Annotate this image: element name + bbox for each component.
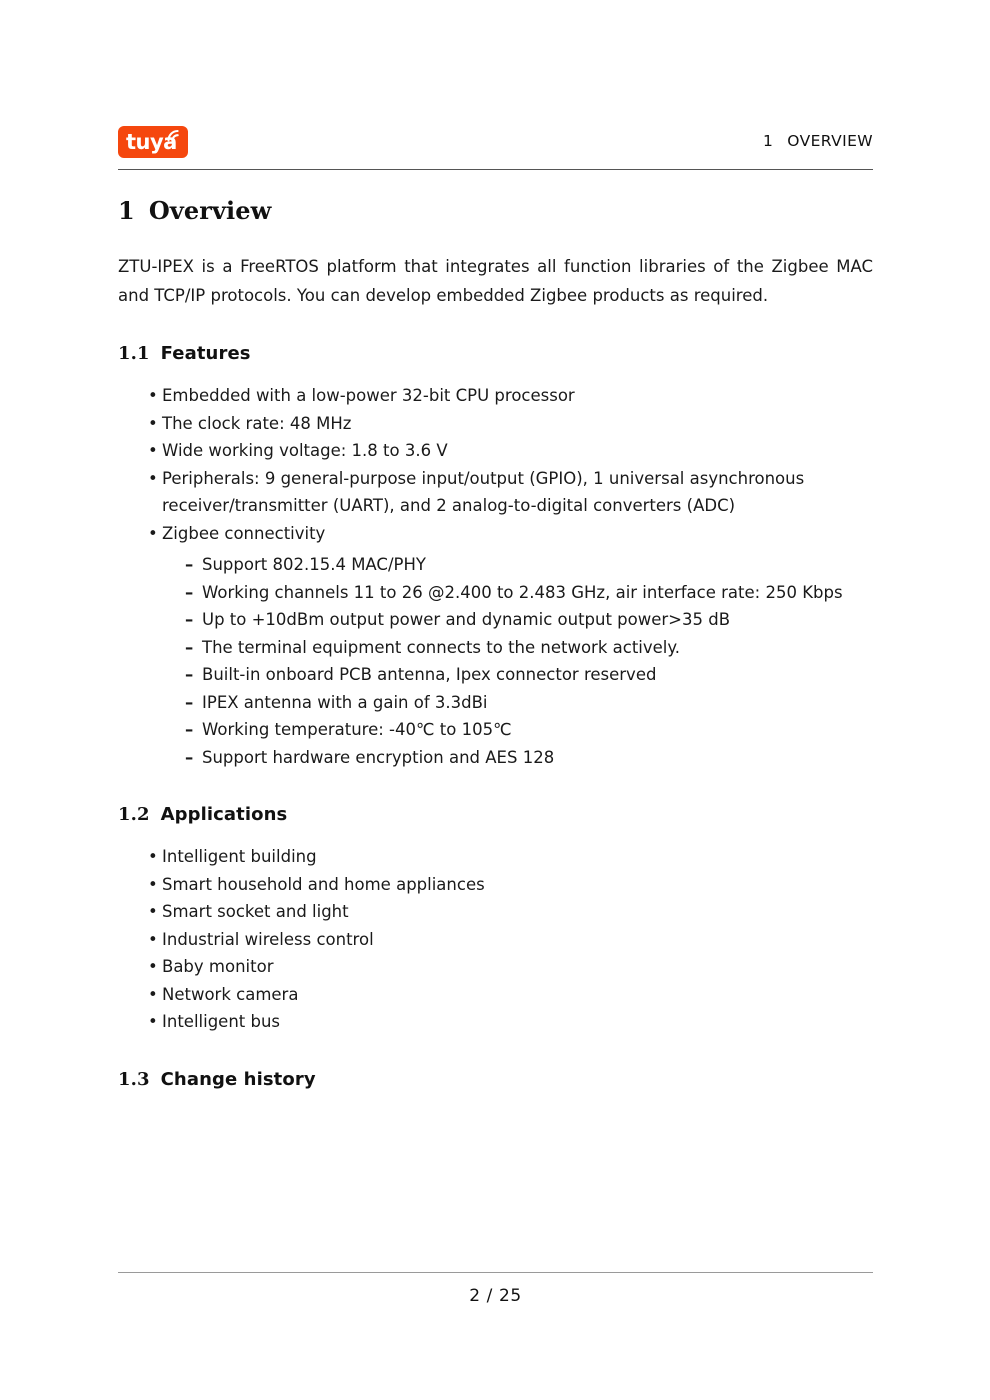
- list-item: [118, 579, 873, 607]
- list-item: [118, 382, 873, 410]
- list-item-text: Working temperature: -40℃ to 105℃: [202, 720, 512, 739]
- list-item-text: Support 802.15.4 MAC/PHY: [202, 555, 426, 574]
- subsection-title: Features: [160, 343, 251, 364]
- list-item-text: Built-in onboard PCB antenna, Ipex connector reserved: [202, 665, 657, 684]
- wifi-arc-icon: [167, 129, 181, 142]
- bullet-marker: •: [148, 1012, 158, 1031]
- list-item-text: Support hardware encryption and AES 128: [202, 747, 555, 767]
- list-item-text: Baby monitor: [162, 957, 274, 976]
- list-item: [118, 926, 873, 954]
- subsection-title: Change history: [160, 1068, 316, 1090]
- section-heading-overview: [118, 196, 873, 226]
- dash-marker: –: [185, 665, 194, 684]
- list-item: [118, 981, 873, 1009]
- subsection-number: 1.2: [118, 804, 150, 825]
- list-item-text: Working channels 11 to 26 @2.400 to 2.483 GHz, air interface rate: 250 Kbps: [202, 582, 843, 602]
- list-item: [118, 606, 873, 634]
- list-item-text: Intelligent bus: [162, 1012, 281, 1031]
- header-chapter-label: [763, 132, 873, 150]
- bullet-marker: •: [148, 413, 158, 433]
- header-chapter-name: OVERVIEW: [787, 132, 873, 150]
- list-item-text: IPEX antenna with a gain of 3.3dBi: [202, 692, 488, 712]
- section-number: 1: [118, 196, 135, 225]
- bullet-marker: •: [148, 984, 158, 1004]
- list-item: [118, 871, 873, 899]
- list-item-text: Zigbee connectivity: [162, 523, 326, 543]
- subsection-heading-applications: [118, 803, 873, 827]
- list-item-text: The terminal equipment connects to the network actively.: [202, 637, 681, 657]
- list-item-text: Embedded with a low-power 32-bit CPU processor: [162, 386, 575, 405]
- overview-paragraph: ZTU-IPEX is a FreeRTOS platform that integrates all function libraries of the Zigbee MAC and TCP/IP protocols. You can develop embedded Zigbee products as required.: [118, 257, 873, 305]
- list-item: [118, 843, 873, 871]
- section-title: Overview: [148, 196, 272, 225]
- dash-marker: –: [185, 610, 194, 629]
- list-item-text: Industrial wireless control: [162, 929, 374, 949]
- dash-marker: –: [185, 582, 194, 602]
- page-footer: [118, 1272, 873, 1306]
- spacer: [118, 1036, 873, 1068]
- list-item: [118, 716, 873, 744]
- list-item-text: Network camera: [162, 984, 299, 1004]
- bullet-marker: •: [148, 386, 158, 405]
- spacer: [118, 827, 873, 843]
- list-item: [118, 634, 873, 662]
- list-item: [118, 1008, 873, 1036]
- list-item: [118, 465, 873, 520]
- header-divider: [118, 169, 873, 170]
- dash-marker: –: [185, 747, 194, 767]
- tuya-logo-wordmark: tuya: [126, 130, 177, 154]
- list-item: [118, 437, 873, 465]
- document-content: [118, 196, 873, 1092]
- dash-marker: –: [185, 637, 194, 657]
- spacer: [118, 310, 873, 342]
- list-item: [118, 661, 873, 689]
- applications-bullet-list: [118, 843, 873, 1036]
- list-item: [118, 551, 873, 579]
- subsection-title: Applications: [160, 804, 288, 825]
- list-item-text: The clock rate: 48 MHz: [162, 413, 352, 433]
- bullet-marker: •: [148, 902, 158, 921]
- list-item-text: Smart household and home appliances: [162, 874, 485, 894]
- list-item: [118, 410, 873, 438]
- tuya-logo: [118, 126, 188, 158]
- page-number: 2 / 25: [469, 1286, 522, 1306]
- list-item: [118, 898, 873, 926]
- subsection-number: 1.3: [118, 1068, 150, 1090]
- features-sub-list: [118, 551, 873, 771]
- list-item-text: Wide working voltage: 1.8 to 3.6 V: [162, 441, 448, 460]
- page-header: [118, 122, 873, 170]
- subsection-number: 1.1: [118, 343, 150, 364]
- list-item: [118, 744, 873, 772]
- bullet-marker: •: [148, 441, 158, 460]
- list-item-text: Smart socket and light: [162, 902, 349, 921]
- list-item: [118, 953, 873, 981]
- bullet-marker: •: [148, 957, 158, 976]
- list-item-text: Intelligent building: [162, 847, 317, 866]
- list-item: [118, 520, 873, 548]
- list-item-text: Peripherals: 9 general-purpose input/output (GPIO), 1 universal asynchronous receiver/transmitter (UART), and 2 analog-to-digital converters (ADC): [162, 468, 805, 515]
- footer-divider: [118, 1272, 873, 1273]
- bullet-marker: •: [148, 929, 158, 949]
- header-chapter-number: 1: [762, 132, 774, 150]
- dash-marker: –: [185, 720, 194, 739]
- bullet-marker: •: [148, 847, 158, 866]
- list-item-text: Up to +10dBm output power and dynamic output power>35 dB: [202, 610, 731, 629]
- dash-marker: –: [185, 692, 194, 712]
- subsection-heading-change-history: [118, 1068, 873, 1092]
- bullet-marker: •: [148, 468, 158, 488]
- dash-marker: –: [185, 555, 194, 574]
- features-bullet-list: [118, 382, 873, 547]
- spacer: [118, 771, 873, 803]
- bullet-marker: •: [148, 523, 158, 543]
- list-item: [118, 689, 873, 717]
- spacer: [118, 366, 873, 382]
- bullet-marker: •: [148, 874, 158, 894]
- subsection-heading-features: [118, 342, 873, 366]
